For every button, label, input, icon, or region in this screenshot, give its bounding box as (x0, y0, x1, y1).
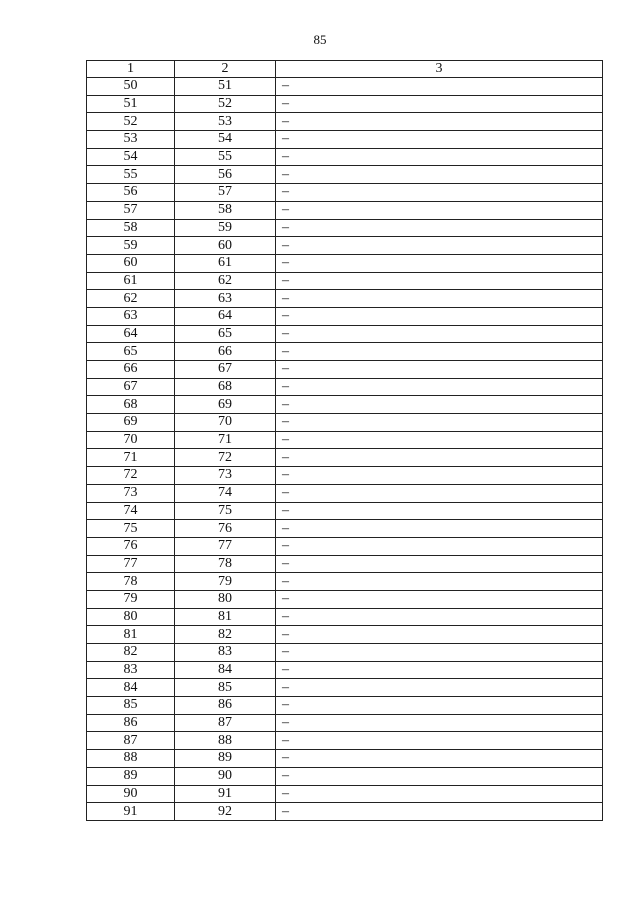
table-cell-col-1: 50 (87, 78, 175, 96)
table-cell-col-1: 61 (87, 272, 175, 290)
table-cell-col-3: – (276, 113, 603, 131)
table-cell-col-1: 79 (87, 590, 175, 608)
table-cell-col-2: 62 (175, 272, 276, 290)
table-cell-col-1: 51 (87, 95, 175, 113)
table-row (87, 661, 603, 679)
table-cell-col-1: 73 (87, 484, 175, 502)
table-cell-col-1: 57 (87, 201, 175, 219)
table-cell-col-1: 64 (87, 325, 175, 343)
table-cell-col-3: – (276, 732, 603, 750)
table-row (87, 502, 603, 520)
table-row (87, 608, 603, 626)
table-cell-col-3: – (276, 431, 603, 449)
table-cell-col-2: 65 (175, 325, 276, 343)
column-header-2: 2 (175, 61, 276, 78)
table-cell-col-3: – (276, 573, 603, 591)
table-row (87, 237, 603, 255)
table-cell-col-2: 58 (175, 201, 276, 219)
table-cell-col-2: 89 (175, 750, 276, 768)
table-row (87, 555, 603, 573)
table-cell-col-2: 73 (175, 467, 276, 485)
table-row (87, 750, 603, 768)
table-cell-col-2: 92 (175, 803, 276, 821)
table-cell-col-2: 81 (175, 608, 276, 626)
table-cell-col-2: 67 (175, 361, 276, 379)
table-cell-col-1: 85 (87, 697, 175, 715)
table-cell-col-2: 68 (175, 378, 276, 396)
table-cell-col-3: – (276, 679, 603, 697)
table-cell-col-1: 63 (87, 307, 175, 325)
table-cell-col-2: 76 (175, 520, 276, 538)
table-cell-col-3: – (276, 290, 603, 308)
table-cell-col-3: – (276, 201, 603, 219)
table-cell-col-2: 80 (175, 590, 276, 608)
table-cell-col-1: 60 (87, 254, 175, 272)
table-cell-col-2: 57 (175, 184, 276, 202)
table-cell-col-1: 88 (87, 750, 175, 768)
table-cell-col-2: 61 (175, 254, 276, 272)
table-cell-col-3: – (276, 767, 603, 785)
table-cell-col-2: 79 (175, 573, 276, 591)
table-cell-col-3: – (276, 750, 603, 768)
table-cell-col-1: 76 (87, 537, 175, 555)
table-row (87, 378, 603, 396)
table-row (87, 644, 603, 662)
table-cell-col-1: 91 (87, 803, 175, 821)
table-row (87, 184, 603, 202)
table-row (87, 785, 603, 803)
table-cell-col-1: 74 (87, 502, 175, 520)
table-cell-col-2: 78 (175, 555, 276, 573)
table-cell-col-1: 72 (87, 467, 175, 485)
table-cell-col-2: 86 (175, 697, 276, 715)
table-cell-col-1: 86 (87, 714, 175, 732)
table-cell-col-2: 70 (175, 414, 276, 432)
table-row (87, 343, 603, 361)
table-row (87, 590, 603, 608)
table-cell-col-3: – (276, 467, 603, 485)
table-cell-col-3: – (276, 644, 603, 662)
table-row (87, 201, 603, 219)
table-cell-col-3: – (276, 148, 603, 166)
table-cell-col-1: 59 (87, 237, 175, 255)
table-cell-col-1: 78 (87, 573, 175, 591)
table-cell-col-3: – (276, 237, 603, 255)
table-cell-col-1: 66 (87, 361, 175, 379)
table-row (87, 732, 603, 750)
table-row (87, 467, 603, 485)
table-cell-col-3: – (276, 378, 603, 396)
table-cell-col-3: – (276, 343, 603, 361)
table-row (87, 148, 603, 166)
table-row (87, 254, 603, 272)
table-cell-col-2: 88 (175, 732, 276, 750)
table-body (87, 78, 603, 821)
table-cell-col-2: 64 (175, 307, 276, 325)
table-row (87, 714, 603, 732)
table-row (87, 290, 603, 308)
table-cell-col-1: 70 (87, 431, 175, 449)
table-cell-col-3: – (276, 307, 603, 325)
table-cell-col-1: 77 (87, 555, 175, 573)
table-row (87, 626, 603, 644)
table-row (87, 803, 603, 821)
data-table (86, 60, 603, 821)
table-row (87, 414, 603, 432)
table-cell-col-1: 82 (87, 644, 175, 662)
table-cell-col-3: – (276, 590, 603, 608)
table-cell-col-2: 63 (175, 290, 276, 308)
table-cell-col-1: 84 (87, 679, 175, 697)
table-row (87, 484, 603, 502)
table-cell-col-2: 90 (175, 767, 276, 785)
page-number: 85 (313, 32, 327, 47)
table-cell-col-1: 83 (87, 661, 175, 679)
table-row (87, 131, 603, 149)
table-cell-col-2: 91 (175, 785, 276, 803)
table-cell-col-1: 68 (87, 396, 175, 414)
table-row (87, 431, 603, 449)
table-row (87, 449, 603, 467)
table-cell-col-2: 87 (175, 714, 276, 732)
table-cell-col-3: – (276, 396, 603, 414)
table-cell-col-1: 81 (87, 626, 175, 644)
table-row (87, 166, 603, 184)
table-cell-col-2: 56 (175, 166, 276, 184)
table-cell-col-1: 75 (87, 520, 175, 538)
table-cell-col-3: – (276, 484, 603, 502)
table-cell-col-1: 69 (87, 414, 175, 432)
table-cell-col-2: 51 (175, 78, 276, 96)
table-cell-col-3: – (276, 449, 603, 467)
table-cell-col-3: – (276, 272, 603, 290)
table-cell-col-3: – (276, 131, 603, 149)
table-cell-col-1: 87 (87, 732, 175, 750)
table-cell-col-3: – (276, 184, 603, 202)
table-row (87, 307, 603, 325)
table-cell-col-2: 59 (175, 219, 276, 237)
table-cell-col-3: – (276, 714, 603, 732)
table-row (87, 95, 603, 113)
table-cell-col-2: 53 (175, 113, 276, 131)
table-cell-col-3: – (276, 361, 603, 379)
table-cell-col-3: – (276, 219, 603, 237)
table-row (87, 325, 603, 343)
table-cell-col-3: – (276, 502, 603, 520)
table-cell-col-3: – (276, 414, 603, 432)
table-row (87, 219, 603, 237)
table-header-row (87, 61, 603, 78)
table-cell-col-1: 67 (87, 378, 175, 396)
table-cell-col-2: 69 (175, 396, 276, 414)
table-cell-col-1: 53 (87, 131, 175, 149)
table-row (87, 573, 603, 591)
table-cell-col-2: 77 (175, 537, 276, 555)
table-cell-col-3: – (276, 325, 603, 343)
table-cell-col-1: 55 (87, 166, 175, 184)
table-cell-col-3: – (276, 803, 603, 821)
table-cell-col-2: 75 (175, 502, 276, 520)
table-row (87, 78, 603, 96)
table-cell-col-2: 84 (175, 661, 276, 679)
table-cell-col-3: – (276, 78, 603, 96)
table-cell-col-2: 55 (175, 148, 276, 166)
table-row (87, 697, 603, 715)
table-cell-col-2: 60 (175, 237, 276, 255)
table-row (87, 679, 603, 697)
table-cell-col-3: – (276, 166, 603, 184)
table-cell-col-2: 66 (175, 343, 276, 361)
table-cell-col-3: – (276, 626, 603, 644)
table-cell-col-3: – (276, 95, 603, 113)
table-cell-col-2: 74 (175, 484, 276, 502)
table-cell-col-1: 54 (87, 148, 175, 166)
table-cell-col-2: 52 (175, 95, 276, 113)
table-cell-col-3: – (276, 537, 603, 555)
table-cell-col-1: 89 (87, 767, 175, 785)
table-row (87, 537, 603, 555)
table-cell-col-3: – (276, 254, 603, 272)
table-cell-col-3: – (276, 661, 603, 679)
data-table-container (86, 60, 602, 821)
table-row (87, 520, 603, 538)
table-cell-col-2: 71 (175, 431, 276, 449)
table-cell-col-1: 80 (87, 608, 175, 626)
table-row (87, 396, 603, 414)
table-cell-col-1: 90 (87, 785, 175, 803)
table-cell-col-1: 65 (87, 343, 175, 361)
table-cell-col-2: 54 (175, 131, 276, 149)
table-cell-col-1: 56 (87, 184, 175, 202)
table-cell-col-1: 52 (87, 113, 175, 131)
table-cell-col-1: 71 (87, 449, 175, 467)
column-header-1: 1 (87, 61, 175, 78)
column-header-3: 3 (276, 61, 603, 78)
table-cell-col-2: 72 (175, 449, 276, 467)
table-cell-col-2: 82 (175, 626, 276, 644)
table-cell-col-3: – (276, 697, 603, 715)
table-row (87, 272, 603, 290)
table-cell-col-2: 83 (175, 644, 276, 662)
table-cell-col-3: – (276, 608, 603, 626)
table-cell-col-3: – (276, 785, 603, 803)
table-cell-col-1: 62 (87, 290, 175, 308)
table-cell-col-2: 85 (175, 679, 276, 697)
table-row (87, 113, 603, 131)
table-cell-col-3: – (276, 520, 603, 538)
table-cell-col-3: – (276, 555, 603, 573)
table-cell-col-1: 58 (87, 219, 175, 237)
table-row (87, 361, 603, 379)
table-row (87, 767, 603, 785)
